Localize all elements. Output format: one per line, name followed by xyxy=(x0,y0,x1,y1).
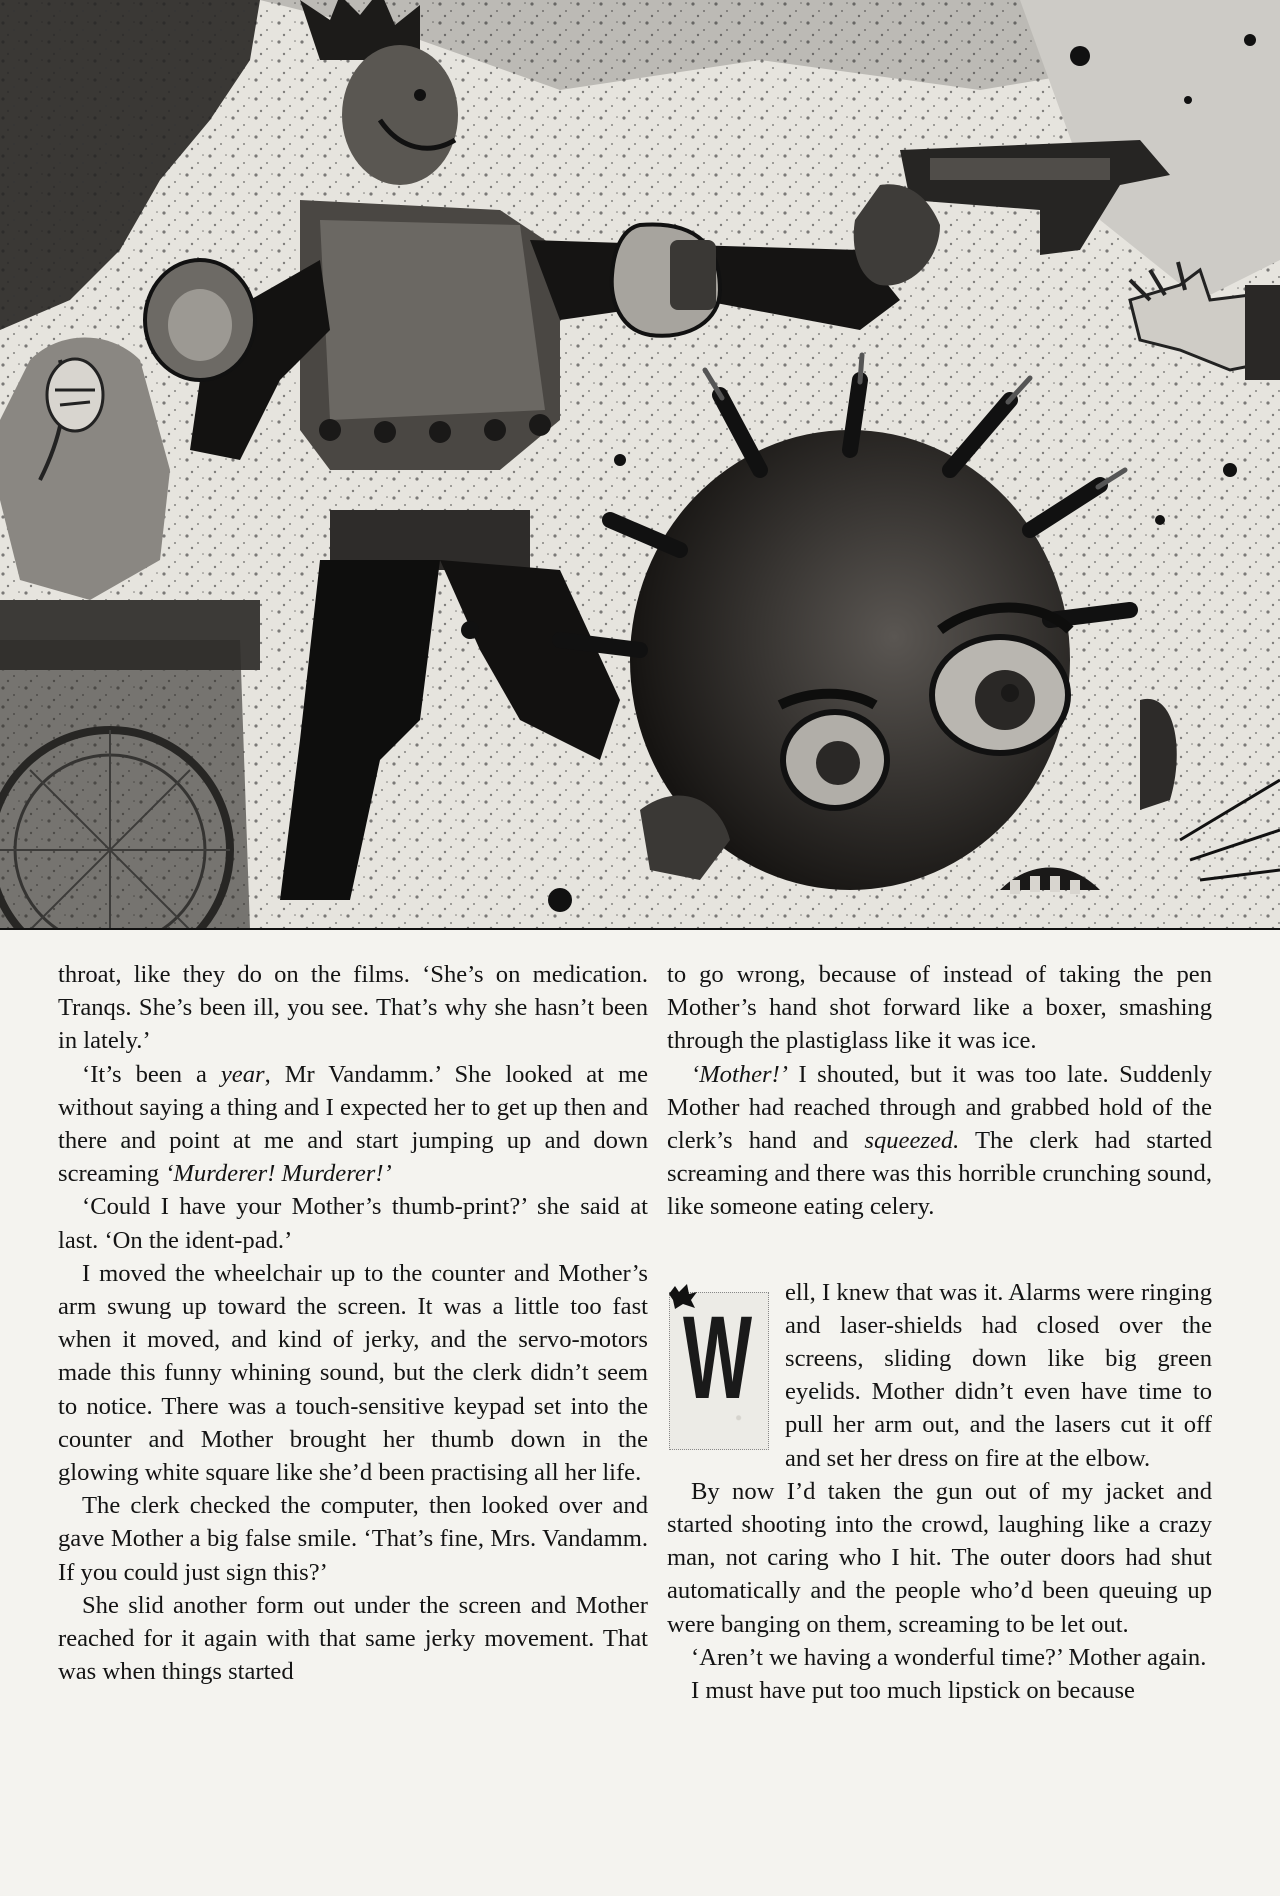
section-break xyxy=(667,1224,1212,1276)
paragraph: ‘Could I have your Mother’s thumb-print?’ she said at last. ‘On the ident-pad.’ xyxy=(58,1193,648,1254)
drop-cap xyxy=(665,1282,775,1454)
paragraph: ‘Mother!’ I shouted, but it was too late. Suddenly Mother had reached through and grabbed hold of the clerk’s hand and squeezed. The clerk had started screaming and there was this horrible crunching sound, like someone eating celery. xyxy=(667,1060,1212,1221)
paragraph: to go wrong, because of instead of taking the pen Mother’s hand shot forward like a boxer, smashing through the plastiglass like it was ice. xyxy=(667,961,1212,1055)
paragraph: I must have put too much lipstick on because xyxy=(691,1677,1135,1705)
paragraph-dropcap: W ell, I knew that was it. Alarms were ringing and laser-shields had closed over the screens, sliding down like big green eyelids. Mother didn’t even have time to pull her arm out, and the lasers cut it off and set her dress on fire at the elbow. xyxy=(667,1276,1212,1475)
paragraph: ‘It’s been a year, Mr Vandamm.’ She looked at me without saying a thing and I expected her to get up then and there and point at me and start jumping up and down screaming ‘Murderer! Murderer!’ xyxy=(58,1060,649,1188)
illustration xyxy=(0,0,1280,930)
left-column xyxy=(58,958,648,1688)
right-column xyxy=(667,958,1212,1707)
paragraph: ‘Aren’t we having a wonderful time?’ Mother again. xyxy=(691,1643,1207,1671)
paragraph: She slid another form out under the screen and Mother reached for it again with that same jerky movement. That was when things started xyxy=(58,1591,648,1686)
drop-cap-letter: W xyxy=(683,1291,753,1424)
paragraph: I moved the wheelchair up to the counter and Mother’s arm swung up toward the screen. It was a little too fast when it moved, and kind of jerky, and the servo-motors made this funny whining sound, but the clerk didn’t seem to notice. There was a touch-sensitive keypad set into the counter and Mother brought her thumb down in the glowing white square like she’d been practising all her life. xyxy=(58,1259,648,1487)
paragraph: By now I’d taken the gun out of my jacket and started shooting into the crowd, laughing like a crazy man, not caring who I hit. The outer doors had shut automatically and the people who’d been queuing up were banging on them, screaming to be let out. xyxy=(667,1477,1212,1638)
paragraph: The clerk checked the computer, then looked over and gave Mother a big false smile. ‘That’s fine, Mrs. Vandamm. If you could just sign this?’ xyxy=(58,1492,648,1586)
illustration-border xyxy=(0,928,1280,930)
paragraph: throat, like they do on the films. ‘She’s on medication. Tranqs. She’s been ill, you see. That’s why she hasn’t been in lately.’ xyxy=(58,961,648,1055)
